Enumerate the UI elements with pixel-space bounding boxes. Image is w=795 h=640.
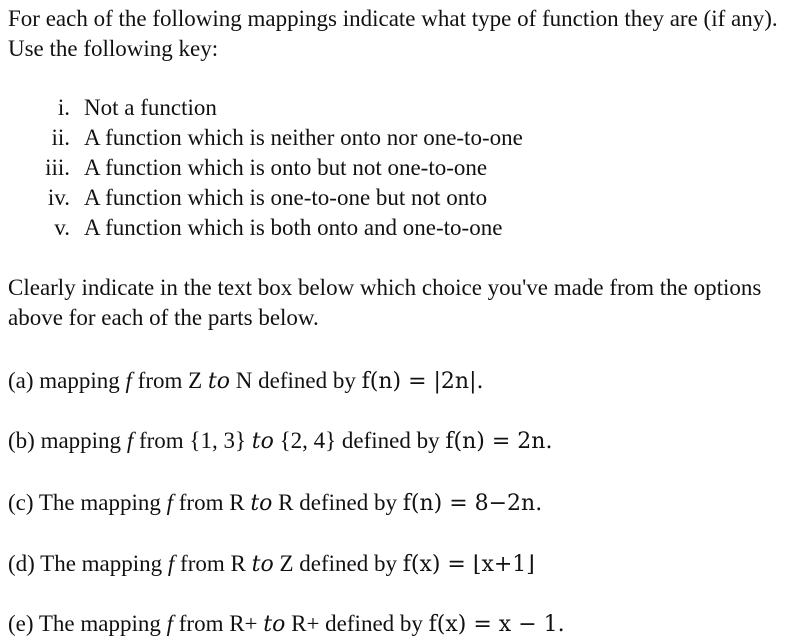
part-d bbox=[8, 549, 535, 580]
key-number: i. bbox=[57, 95, 70, 120]
part-codomain: N defined by bbox=[235, 368, 356, 393]
part-domain: from R+ bbox=[178, 611, 258, 636]
function-symbol: f bbox=[166, 611, 173, 636]
to-word: to bbox=[250, 491, 273, 516]
to-word: to bbox=[263, 612, 286, 637]
part-domain: from R bbox=[180, 551, 246, 576]
part-label: (a) mapping bbox=[8, 368, 120, 393]
key-text: A function which is both onto and one-to-one bbox=[84, 215, 503, 240]
part-formula: f(x) = x − 1. bbox=[428, 612, 565, 637]
key-item bbox=[8, 93, 788, 123]
key-number: v. bbox=[54, 215, 70, 240]
part-label: (c) The mapping bbox=[8, 490, 161, 515]
part-formula: f(n) = |2n|. bbox=[361, 369, 484, 394]
to-word: to bbox=[251, 552, 274, 577]
key-text: A function which is one-to-one but not onto bbox=[84, 185, 488, 210]
function-symbol: f bbox=[166, 490, 173, 515]
key-number: iii. bbox=[45, 155, 70, 180]
part-formula: f(x) = ⌊x+1⌋ bbox=[402, 552, 535, 577]
part-codomain: Z defined by bbox=[279, 551, 397, 576]
part-formula: f(n) = 2n. bbox=[445, 429, 553, 454]
key-text: A function which is neither onto nor one-to-one bbox=[84, 125, 523, 150]
part-label: (d) The mapping bbox=[8, 551, 163, 576]
key-item bbox=[8, 183, 788, 213]
part-domain: from {1, 3} bbox=[138, 428, 246, 453]
key-text: Not a function bbox=[84, 95, 217, 120]
key-number: ii. bbox=[51, 125, 70, 150]
part-a bbox=[8, 366, 483, 397]
part-domain: from R bbox=[178, 490, 245, 515]
key-item bbox=[8, 153, 788, 183]
to-word: to bbox=[207, 369, 231, 394]
key-text: A function which is onto but not one-to-one bbox=[84, 155, 488, 180]
part-codomain: R defined by bbox=[278, 490, 397, 515]
function-symbol: f bbox=[126, 428, 134, 453]
part-codomain: {2, 4} defined by bbox=[279, 428, 440, 453]
part-c bbox=[8, 488, 542, 519]
instructions-text: Clearly indicate in the text box below which choice you've made from the options above for each of the parts below. bbox=[8, 275, 762, 330]
key-list bbox=[8, 93, 788, 243]
part-formula: f(n) = 8−2n. bbox=[402, 491, 543, 516]
function-symbol: f bbox=[167, 551, 175, 576]
key-number: iv. bbox=[47, 185, 70, 210]
key-item bbox=[8, 213, 788, 243]
part-codomain: R+ defined by bbox=[291, 611, 423, 636]
function-symbol: f bbox=[125, 368, 132, 393]
to-word: to bbox=[251, 429, 274, 454]
part-domain: from Z bbox=[137, 368, 203, 393]
intro-text: For each of the following mappings indicate what type of function they are (if any). Use the following key: bbox=[8, 6, 778, 61]
part-e bbox=[8, 609, 565, 640]
part-label: (b) mapping bbox=[8, 428, 122, 453]
key-item bbox=[8, 123, 788, 153]
part-label: (e) The mapping bbox=[8, 611, 161, 636]
part-b bbox=[8, 426, 552, 457]
